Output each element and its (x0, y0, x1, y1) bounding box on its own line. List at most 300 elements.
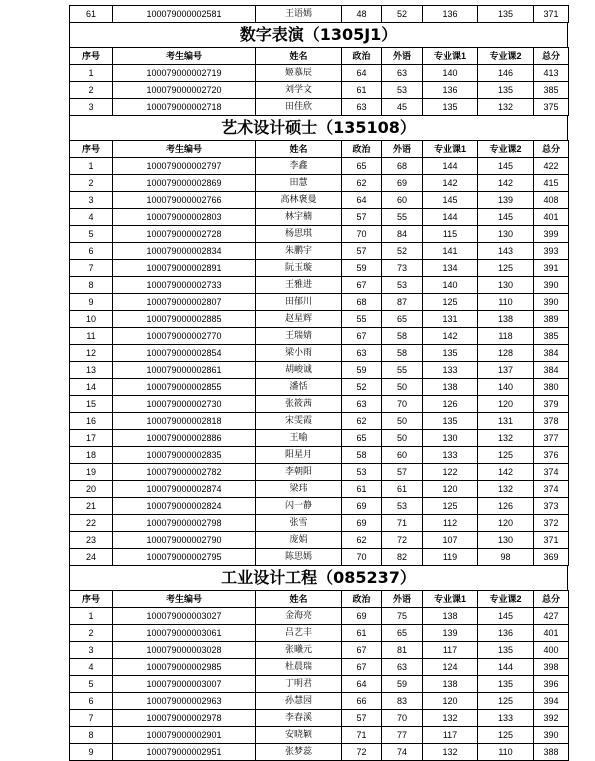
cell-total: 375 (534, 99, 569, 116)
cell-name: 李朝阳 (256, 464, 342, 481)
cell-index: 22 (70, 515, 113, 532)
header-major-2: 专业课2 (478, 48, 534, 65)
cell-politics: 67 (342, 328, 382, 345)
header-major-1: 专业课1 (423, 591, 478, 608)
cell-major-1: 145 (423, 192, 478, 209)
score-sheet (69, 5, 568, 761)
table-row (70, 413, 569, 430)
cell-major-2: 131 (478, 413, 534, 430)
cell-major-2: 143 (478, 243, 534, 260)
header-politics: 政治 (342, 141, 382, 158)
cell-name: 田慧 (256, 175, 342, 192)
cell-major-2: 130 (478, 226, 534, 243)
cell-language: 63 (382, 65, 423, 82)
header-major-2: 专业课2 (478, 591, 534, 608)
cell-exam-id: 100079000002730 (113, 396, 256, 413)
cell-politics: 61 (342, 481, 382, 498)
cell-major-1: 138 (423, 379, 478, 396)
cell-major-2: 125 (478, 260, 534, 277)
cell-total: 399 (534, 226, 569, 243)
cell-major-1: 133 (423, 362, 478, 379)
cell-name: 梁玮 (256, 481, 342, 498)
cell-politics: 57 (342, 710, 382, 727)
cell-major-1: 112 (423, 515, 478, 532)
cell-total: 371 (534, 532, 569, 549)
table-row (70, 345, 569, 362)
header-total: 总分 (534, 591, 569, 608)
cell-politics: 58 (342, 447, 382, 464)
table-row (70, 226, 569, 243)
cell-name: 金海亮 (256, 608, 342, 625)
header-row (70, 591, 569, 608)
cell-politics: 67 (342, 642, 382, 659)
cell-politics: 62 (342, 175, 382, 192)
cell-politics: 69 (342, 498, 382, 515)
cell-index: 17 (70, 430, 113, 447)
table-row (70, 642, 569, 659)
cell-politics: 57 (342, 243, 382, 260)
cell-index: 6 (70, 243, 113, 260)
header-exam-id: 考生编号 (113, 591, 256, 608)
cell-name: 阮玉璇 (256, 260, 342, 277)
cell-major-1: 144 (423, 209, 478, 226)
table-row (70, 328, 569, 345)
cell-exam-id: 100079000002978 (113, 710, 256, 727)
table-row (70, 311, 569, 328)
cell-total: 385 (534, 82, 569, 99)
cell-exam-id: 100079000002581 (113, 6, 256, 23)
cell-politics: 70 (342, 549, 382, 566)
cell-total: 385 (534, 328, 569, 345)
cell-politics: 69 (342, 608, 382, 625)
cell-total: 374 (534, 464, 569, 481)
cell-major-2: 139 (478, 192, 534, 209)
cell-language: 69 (382, 175, 423, 192)
cell-total: 384 (534, 345, 569, 362)
cell-exam-id: 100079000002834 (113, 243, 256, 260)
cell-exam-id: 100079000002795 (113, 549, 256, 566)
header-politics: 政治 (342, 591, 382, 608)
cell-index: 2 (70, 625, 113, 642)
cell-politics: 62 (342, 413, 382, 430)
cell-total: 378 (534, 413, 569, 430)
cell-index: 1 (70, 608, 113, 625)
cell-language: 50 (382, 379, 423, 396)
cell-major-2: 137 (478, 362, 534, 379)
cell-politics: 70 (342, 226, 382, 243)
cell-name: 梁小雨 (256, 345, 342, 362)
cell-major-1: 139 (423, 625, 478, 642)
cell-language: 58 (382, 328, 423, 345)
cell-total: 408 (534, 192, 569, 209)
cell-index: 2 (70, 175, 113, 192)
cell-major-2: 110 (478, 294, 534, 311)
cell-total: 390 (534, 294, 569, 311)
cell-language: 70 (382, 396, 423, 413)
cell-index: 9 (70, 744, 113, 761)
cell-major-2: 145 (478, 608, 534, 625)
cell-language: 52 (382, 243, 423, 260)
cell-language: 63 (382, 659, 423, 676)
cell-index: 23 (70, 532, 113, 549)
cell-index: 1 (70, 65, 113, 82)
cell-politics: 64 (342, 192, 382, 209)
cell-politics: 64 (342, 65, 382, 82)
cell-exam-id: 100079000002818 (113, 413, 256, 430)
cell-language: 68 (382, 158, 423, 175)
cell-index: 7 (70, 260, 113, 277)
cell-language: 50 (382, 430, 423, 447)
cell-major-2: 133 (478, 710, 534, 727)
cell-index: 16 (70, 413, 113, 430)
cell-total: 377 (534, 430, 569, 447)
cell-name: 王语嫣 (256, 6, 342, 23)
table-row (70, 710, 569, 727)
cell-major-1: 107 (423, 532, 478, 549)
cell-index: 14 (70, 379, 113, 396)
cell-total: 413 (534, 65, 569, 82)
cell-language: 58 (382, 345, 423, 362)
cell-name: 吕艺丰 (256, 625, 342, 642)
cell-language: 55 (382, 209, 423, 226)
section-table (69, 47, 569, 116)
cell-name: 张曦元 (256, 642, 342, 659)
cell-major-1: 140 (423, 277, 478, 294)
cell-language: 71 (382, 515, 423, 532)
cell-exam-id: 100079000003027 (113, 608, 256, 625)
cell-major-2: 110 (478, 744, 534, 761)
cell-politics: 59 (342, 362, 382, 379)
cell-language: 65 (382, 625, 423, 642)
cell-politics: 65 (342, 158, 382, 175)
cell-index: 3 (70, 192, 113, 209)
cell-language: 59 (382, 676, 423, 693)
cell-name: 张筱茜 (256, 396, 342, 413)
cell-name: 杨思琪 (256, 226, 342, 243)
cell-exam-id: 100079000002720 (113, 82, 256, 99)
cell-total: 393 (534, 243, 569, 260)
cell-politics: 48 (342, 6, 382, 23)
cell-exam-id: 100079000003007 (113, 676, 256, 693)
cell-index: 5 (70, 226, 113, 243)
table-row (70, 549, 569, 566)
cell-name: 李春溪 (256, 710, 342, 727)
cell-exam-id: 100079000002855 (113, 379, 256, 396)
cell-index: 18 (70, 447, 113, 464)
cell-index: 8 (70, 727, 113, 744)
cell-politics: 63 (342, 345, 382, 362)
cell-index: 4 (70, 659, 113, 676)
cell-name: 丁明君 (256, 676, 342, 693)
cell-major-2: 145 (478, 158, 534, 175)
cell-name: 高林褒曼 (256, 192, 342, 209)
table-row (70, 727, 569, 744)
table-row (70, 693, 569, 710)
cell-exam-id: 100079000002901 (113, 727, 256, 744)
cell-index: 12 (70, 345, 113, 362)
cell-politics: 68 (342, 294, 382, 311)
cell-total: 400 (534, 642, 569, 659)
cell-exam-id: 100079000002798 (113, 515, 256, 532)
cell-exam-id: 100079000002985 (113, 659, 256, 676)
cell-major-1: 117 (423, 727, 478, 744)
cell-major-1: 138 (423, 608, 478, 625)
cell-major-1: 140 (423, 65, 478, 82)
cell-total: 390 (534, 277, 569, 294)
header-language: 外语 (382, 48, 423, 65)
table-row (70, 175, 569, 192)
cell-language: 81 (382, 642, 423, 659)
section-table (69, 590, 569, 761)
cell-major-2: 135 (478, 6, 534, 23)
cell-index: 20 (70, 481, 113, 498)
cell-major-1: 135 (423, 99, 478, 116)
cell-index: 3 (70, 99, 113, 116)
header-politics: 政治 (342, 48, 382, 65)
cell-major-1: 144 (423, 158, 478, 175)
table-row (70, 396, 569, 413)
cell-total: 401 (534, 209, 569, 226)
cell-name: 安晓颖 (256, 727, 342, 744)
cell-major-2: 136 (478, 625, 534, 642)
cell-major-1: 120 (423, 481, 478, 498)
cell-exam-id: 100079000002824 (113, 498, 256, 515)
cell-language: 53 (382, 277, 423, 294)
cell-exam-id: 100079000003028 (113, 642, 256, 659)
cell-index: 1 (70, 158, 113, 175)
cell-total: 388 (534, 744, 569, 761)
cell-politics: 57 (342, 209, 382, 226)
cell-politics: 69 (342, 515, 382, 532)
cell-total: 373 (534, 498, 569, 515)
cell-language: 82 (382, 549, 423, 566)
cell-major-1: 119 (423, 549, 478, 566)
cell-total: 379 (534, 396, 569, 413)
table-row (70, 744, 569, 761)
table-row (70, 464, 569, 481)
cell-politics: 61 (342, 82, 382, 99)
cell-major-2: 142 (478, 175, 534, 192)
cell-major-2: 145 (478, 209, 534, 226)
cell-exam-id: 100079000002874 (113, 481, 256, 498)
cell-language: 65 (382, 311, 423, 328)
cell-name: 张梦蕊 (256, 744, 342, 761)
cell-exam-id: 100079000002790 (113, 532, 256, 549)
cell-exam-id: 100079000002770 (113, 328, 256, 345)
cell-politics: 67 (342, 659, 382, 676)
table-row (70, 294, 569, 311)
cell-language: 60 (382, 192, 423, 209)
cell-index: 4 (70, 209, 113, 226)
section-table (69, 140, 569, 566)
cell-language: 57 (382, 464, 423, 481)
cell-exam-id: 100079000002733 (113, 277, 256, 294)
cell-major-2: 130 (478, 532, 534, 549)
table-row (70, 209, 569, 226)
table-row (70, 260, 569, 277)
cell-major-2: 120 (478, 515, 534, 532)
cell-exam-id: 100079000003061 (113, 625, 256, 642)
cell-major-1: 125 (423, 294, 478, 311)
table-row (70, 625, 569, 642)
cell-total: 401 (534, 625, 569, 642)
header-total: 总分 (534, 48, 569, 65)
cell-politics: 71 (342, 727, 382, 744)
table-row (70, 532, 569, 549)
cell-language: 52 (382, 6, 423, 23)
cell-name: 阳星月 (256, 447, 342, 464)
table-row (70, 676, 569, 693)
cell-major-1: 124 (423, 659, 478, 676)
cell-exam-id: 100079000002891 (113, 260, 256, 277)
cell-exam-id: 100079000002728 (113, 226, 256, 243)
cell-major-1: 115 (423, 226, 478, 243)
cell-index: 5 (70, 676, 113, 693)
cell-language: 74 (382, 744, 423, 761)
cell-index: 2 (70, 82, 113, 99)
cell-exam-id: 100079000002807 (113, 294, 256, 311)
cell-major-1: 142 (423, 175, 478, 192)
cell-language: 50 (382, 413, 423, 430)
cell-exam-id: 100079000002861 (113, 362, 256, 379)
cell-major-2: 132 (478, 430, 534, 447)
cell-exam-id: 100079000002782 (113, 464, 256, 481)
table-row (70, 65, 569, 82)
cell-exam-id: 100079000002835 (113, 447, 256, 464)
header-total: 总分 (534, 141, 569, 158)
cell-index: 3 (70, 642, 113, 659)
cell-exam-id: 100079000002803 (113, 209, 256, 226)
cell-index: 61 (70, 6, 113, 23)
table-row (70, 379, 569, 396)
table-row (70, 82, 569, 99)
cell-name: 王雅进 (256, 277, 342, 294)
cell-major-2: 132 (478, 481, 534, 498)
cell-major-1: 136 (423, 82, 478, 99)
cell-major-2: 126 (478, 498, 534, 515)
cell-total: 391 (534, 260, 569, 277)
cell-major-1: 126 (423, 396, 478, 413)
cell-name: 田佳欣 (256, 99, 342, 116)
cell-politics: 59 (342, 260, 382, 277)
cell-name: 林宇楠 (256, 209, 342, 226)
table-row (70, 158, 569, 175)
cell-major-1: 122 (423, 464, 478, 481)
cell-name: 王瑞婧 (256, 328, 342, 345)
section-title: 数字表演（1305J1） (69, 23, 568, 47)
cell-total: 415 (534, 175, 569, 192)
cell-language: 75 (382, 608, 423, 625)
cell-total: 392 (534, 710, 569, 727)
cell-index: 10 (70, 311, 113, 328)
cell-name: 田郁川 (256, 294, 342, 311)
cell-index: 24 (70, 549, 113, 566)
cell-language: 72 (382, 532, 423, 549)
cell-major-2: 125 (478, 693, 534, 710)
table-row (70, 243, 569, 260)
cell-language: 53 (382, 498, 423, 515)
cell-major-2: 135 (478, 642, 534, 659)
cell-name: 杜晨瑞 (256, 659, 342, 676)
cell-major-1: 125 (423, 498, 478, 515)
cell-major-2: 98 (478, 549, 534, 566)
cell-politics: 64 (342, 676, 382, 693)
cell-major-2: 125 (478, 447, 534, 464)
cell-name: 潘恬 (256, 379, 342, 396)
cell-major-2: 132 (478, 99, 534, 116)
cell-politics: 67 (342, 277, 382, 294)
cell-politics: 72 (342, 744, 382, 761)
cell-major-2: 140 (478, 379, 534, 396)
cell-total: 394 (534, 693, 569, 710)
cell-total: 376 (534, 447, 569, 464)
cell-major-1: 142 (423, 328, 478, 345)
cell-language: 83 (382, 693, 423, 710)
cell-language: 45 (382, 99, 423, 116)
cell-index: 15 (70, 396, 113, 413)
cell-total: 374 (534, 481, 569, 498)
cell-name: 张雪 (256, 515, 342, 532)
table-row (70, 362, 569, 379)
cell-index: 7 (70, 710, 113, 727)
table-row (70, 277, 569, 294)
cell-major-2: 135 (478, 82, 534, 99)
cell-exam-id: 100079000002766 (113, 192, 256, 209)
header-exam-id: 考生编号 (113, 48, 256, 65)
cell-total: 371 (534, 6, 569, 23)
section-title: 工业设计工程（085237） (69, 566, 568, 590)
table-row (70, 608, 569, 625)
cell-major-1: 136 (423, 6, 478, 23)
header-name: 姓名 (256, 591, 342, 608)
cell-index: 9 (70, 294, 113, 311)
cell-major-2: 135 (478, 676, 534, 693)
cell-name: 赵星辉 (256, 311, 342, 328)
table-row (70, 6, 569, 23)
cell-name: 李鑫 (256, 158, 342, 175)
cell-major-1: 117 (423, 642, 478, 659)
cell-total: 389 (534, 311, 569, 328)
table-row (70, 659, 569, 676)
header-major-1: 专业课1 (423, 141, 478, 158)
cell-major-2: 142 (478, 464, 534, 481)
cell-index: 21 (70, 498, 113, 515)
cell-exam-id: 100079000002854 (113, 345, 256, 362)
cell-name: 闪一静 (256, 498, 342, 515)
cell-language: 84 (382, 226, 423, 243)
cell-exam-id: 100079000002885 (113, 311, 256, 328)
header-name: 姓名 (256, 48, 342, 65)
continued-table (69, 5, 569, 23)
cell-politics: 65 (342, 430, 382, 447)
cell-total: 369 (534, 549, 569, 566)
header-row (70, 141, 569, 158)
table-row (70, 192, 569, 209)
cell-name: 朱鹏宇 (256, 243, 342, 260)
cell-language: 73 (382, 260, 423, 277)
cell-politics: 63 (342, 396, 382, 413)
cell-major-1: 141 (423, 243, 478, 260)
cell-total: 390 (534, 727, 569, 744)
cell-index: 11 (70, 328, 113, 345)
cell-politics: 53 (342, 464, 382, 481)
cell-language: 77 (382, 727, 423, 744)
cell-language: 70 (382, 710, 423, 727)
cell-total: 427 (534, 608, 569, 625)
cell-major-2: 144 (478, 659, 534, 676)
cell-major-1: 131 (423, 311, 478, 328)
cell-exam-id: 100079000002869 (113, 175, 256, 192)
